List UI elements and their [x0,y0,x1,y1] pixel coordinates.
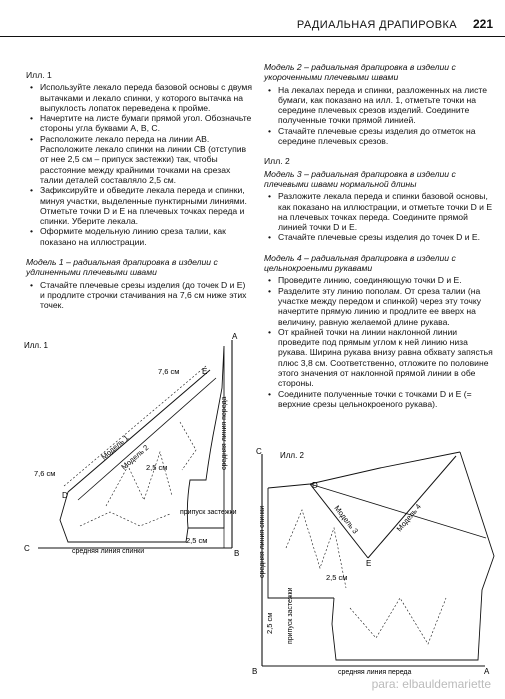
model3-list [264,191,494,242]
list-item: • Проведите линию, соединяющую точки D и E. [264,275,494,285]
model4-heading: Модель 4 – радиальная драпировка в изделии с цельнокроеными рукавами [264,252,456,274]
fig2-dim-mid: 2,5 см [326,573,348,582]
fig2-label-c: C [256,448,262,456]
list-item: • От крайней точки на линии наклонной линии проведите под прямым углом к ней линию низа рукава. Ширина рукава внизу равна обхвату запястья плюс 3,8 см. Соответственно, отложите по половине этого значения от наклонной прямой линии в обе стороны. [264,327,494,389]
fig2-front-centerline: средняя линия переда [338,669,412,676]
fig2-label-e: E [366,559,372,568]
list-item: • Разделите эту линию пополам. От среза талии (на участке между передом и спинкой) через эту точку начертите прямую линию и продлите ее вверх на величину, равную желаемой длине рукава. [264,286,494,327]
fig1-placket: припуск застежки [180,509,237,516]
fig2-label-a: A [484,667,490,676]
list-item: • Используйте лекало переда базовой основы с двумя вытачками и лекало спинки, у которого вытачка на выпуклость лопаток переведена к пройме. [26,82,252,113]
model3-heading: Модель 3 – радиальная драпировка в изделии с плечевыми швами нормальной длины [264,168,456,189]
model4-list [264,275,494,409]
fig1-label-b: B [234,549,240,558]
fig1-label-d: D [62,491,68,500]
fig1-model1: Модель 1 [99,432,131,462]
fig1-label-a: A [232,332,238,341]
list-item: • Начертите на листе бумаги прямой угол. Обозначьте стороны угла буквами A, B, C. [26,113,252,134]
list-item: • Стачайте плечевые срезы изделия до отметок на середине плечевых срезов. [264,126,494,147]
list-item: • Стачайте плечевые срезы изделия (до точек D и E) и продлите строчки стачивания на 7,6 см ниже этих точек. [26,280,252,311]
fig1-dim-bottom: 2,5 см [186,536,208,545]
fig2-label-b: B [252,667,258,676]
fig1-back-centerline: средняя линия спинки [72,548,145,555]
list-item: • Зафиксируйте и обведите лекала переда и спинки, минуя участки, выделенные пунктирными линиями. Отметьте точки D и E на плечевых точках переда и спинки. Уберите лекала. [26,185,252,226]
fig1-label-e: E [202,367,208,376]
fig1-dim-mid: 2,5 см [146,463,168,472]
fig1-dim-left: 7,6 см [34,469,56,478]
running-title: РАДИАЛЬНАЯ ДРАПИРОВКА [296,19,457,31]
list-item: • Соедините полученные точки с точками D и E (= верхние срезы цельнокроеного рукава). [264,389,494,410]
list-item: • Разложите лекала переда и спинки базовой основы, как показано на иллюстрации, и отметьте точки D и E на плечевых точках переда. Соедините прямой линией точки D и E. [264,191,494,232]
model2-list [264,85,494,147]
fig1-front-centerline: средняя линия переда [221,396,228,470]
fig2-dim-bottom: 2,5 см [265,612,274,634]
model1-heading: Модель 1 – радиальная драпировка в изделии с удлиненными плечевыми швами [26,257,218,278]
fig1-model2: Модель 2 [119,442,151,472]
watermark: para: elbauldemariette [371,677,491,691]
model2-heading: Модель 2 – радиальная драпировка в изделии с укороченными плечевыми швами [264,62,456,83]
fig2-model3: Модель 3 [332,503,360,536]
fig2-label-d: D [312,481,318,490]
list-item: • Расположите лекало переда на линии AB. Расположите лекало спинки на линии CB (отступив от нее 2,5 см – припуск застежки) так, чтобы расстояние между крайними точками на срезах талии деталей составляло 2,5 см. [26,134,252,185]
fig1-dim-top: 7,6 см [158,367,180,376]
list-item: • Оформите модельную линию среза талии, как показано на иллюстрации. [26,226,252,247]
right-column [264,62,494,411]
page-header [0,6,505,37]
model1-list [26,280,252,311]
ill1-heading: Илл. 1 [26,70,52,80]
fig2-title: Илл. 2 [280,451,304,460]
figure-ill1 [10,330,245,560]
fig1-title: Илл. 1 [24,341,48,350]
list-item: • На лекалах переда и спинки, разложенных на листе бумаги, как показано на илл. 1, отметьте точки на середине плечевых срезов изделий. Соедините полученные точки прямой линией. [264,85,494,126]
fig1-label-c: C [24,544,30,553]
fig2-back-centerline: средняя линия спинки [259,505,266,578]
figure-ill2 [250,448,500,678]
ill1-list [26,82,252,247]
list-item: • Стачайте плечевые срезы изделия до точек D и E. [264,232,494,242]
fig2-model4: Модель 4 [394,502,423,534]
ill2-heading: Илл. 2 [264,156,290,167]
left-column [26,70,252,313]
fig2-placket: припуск застежки [287,587,294,644]
page-number: 221 [472,17,493,31]
